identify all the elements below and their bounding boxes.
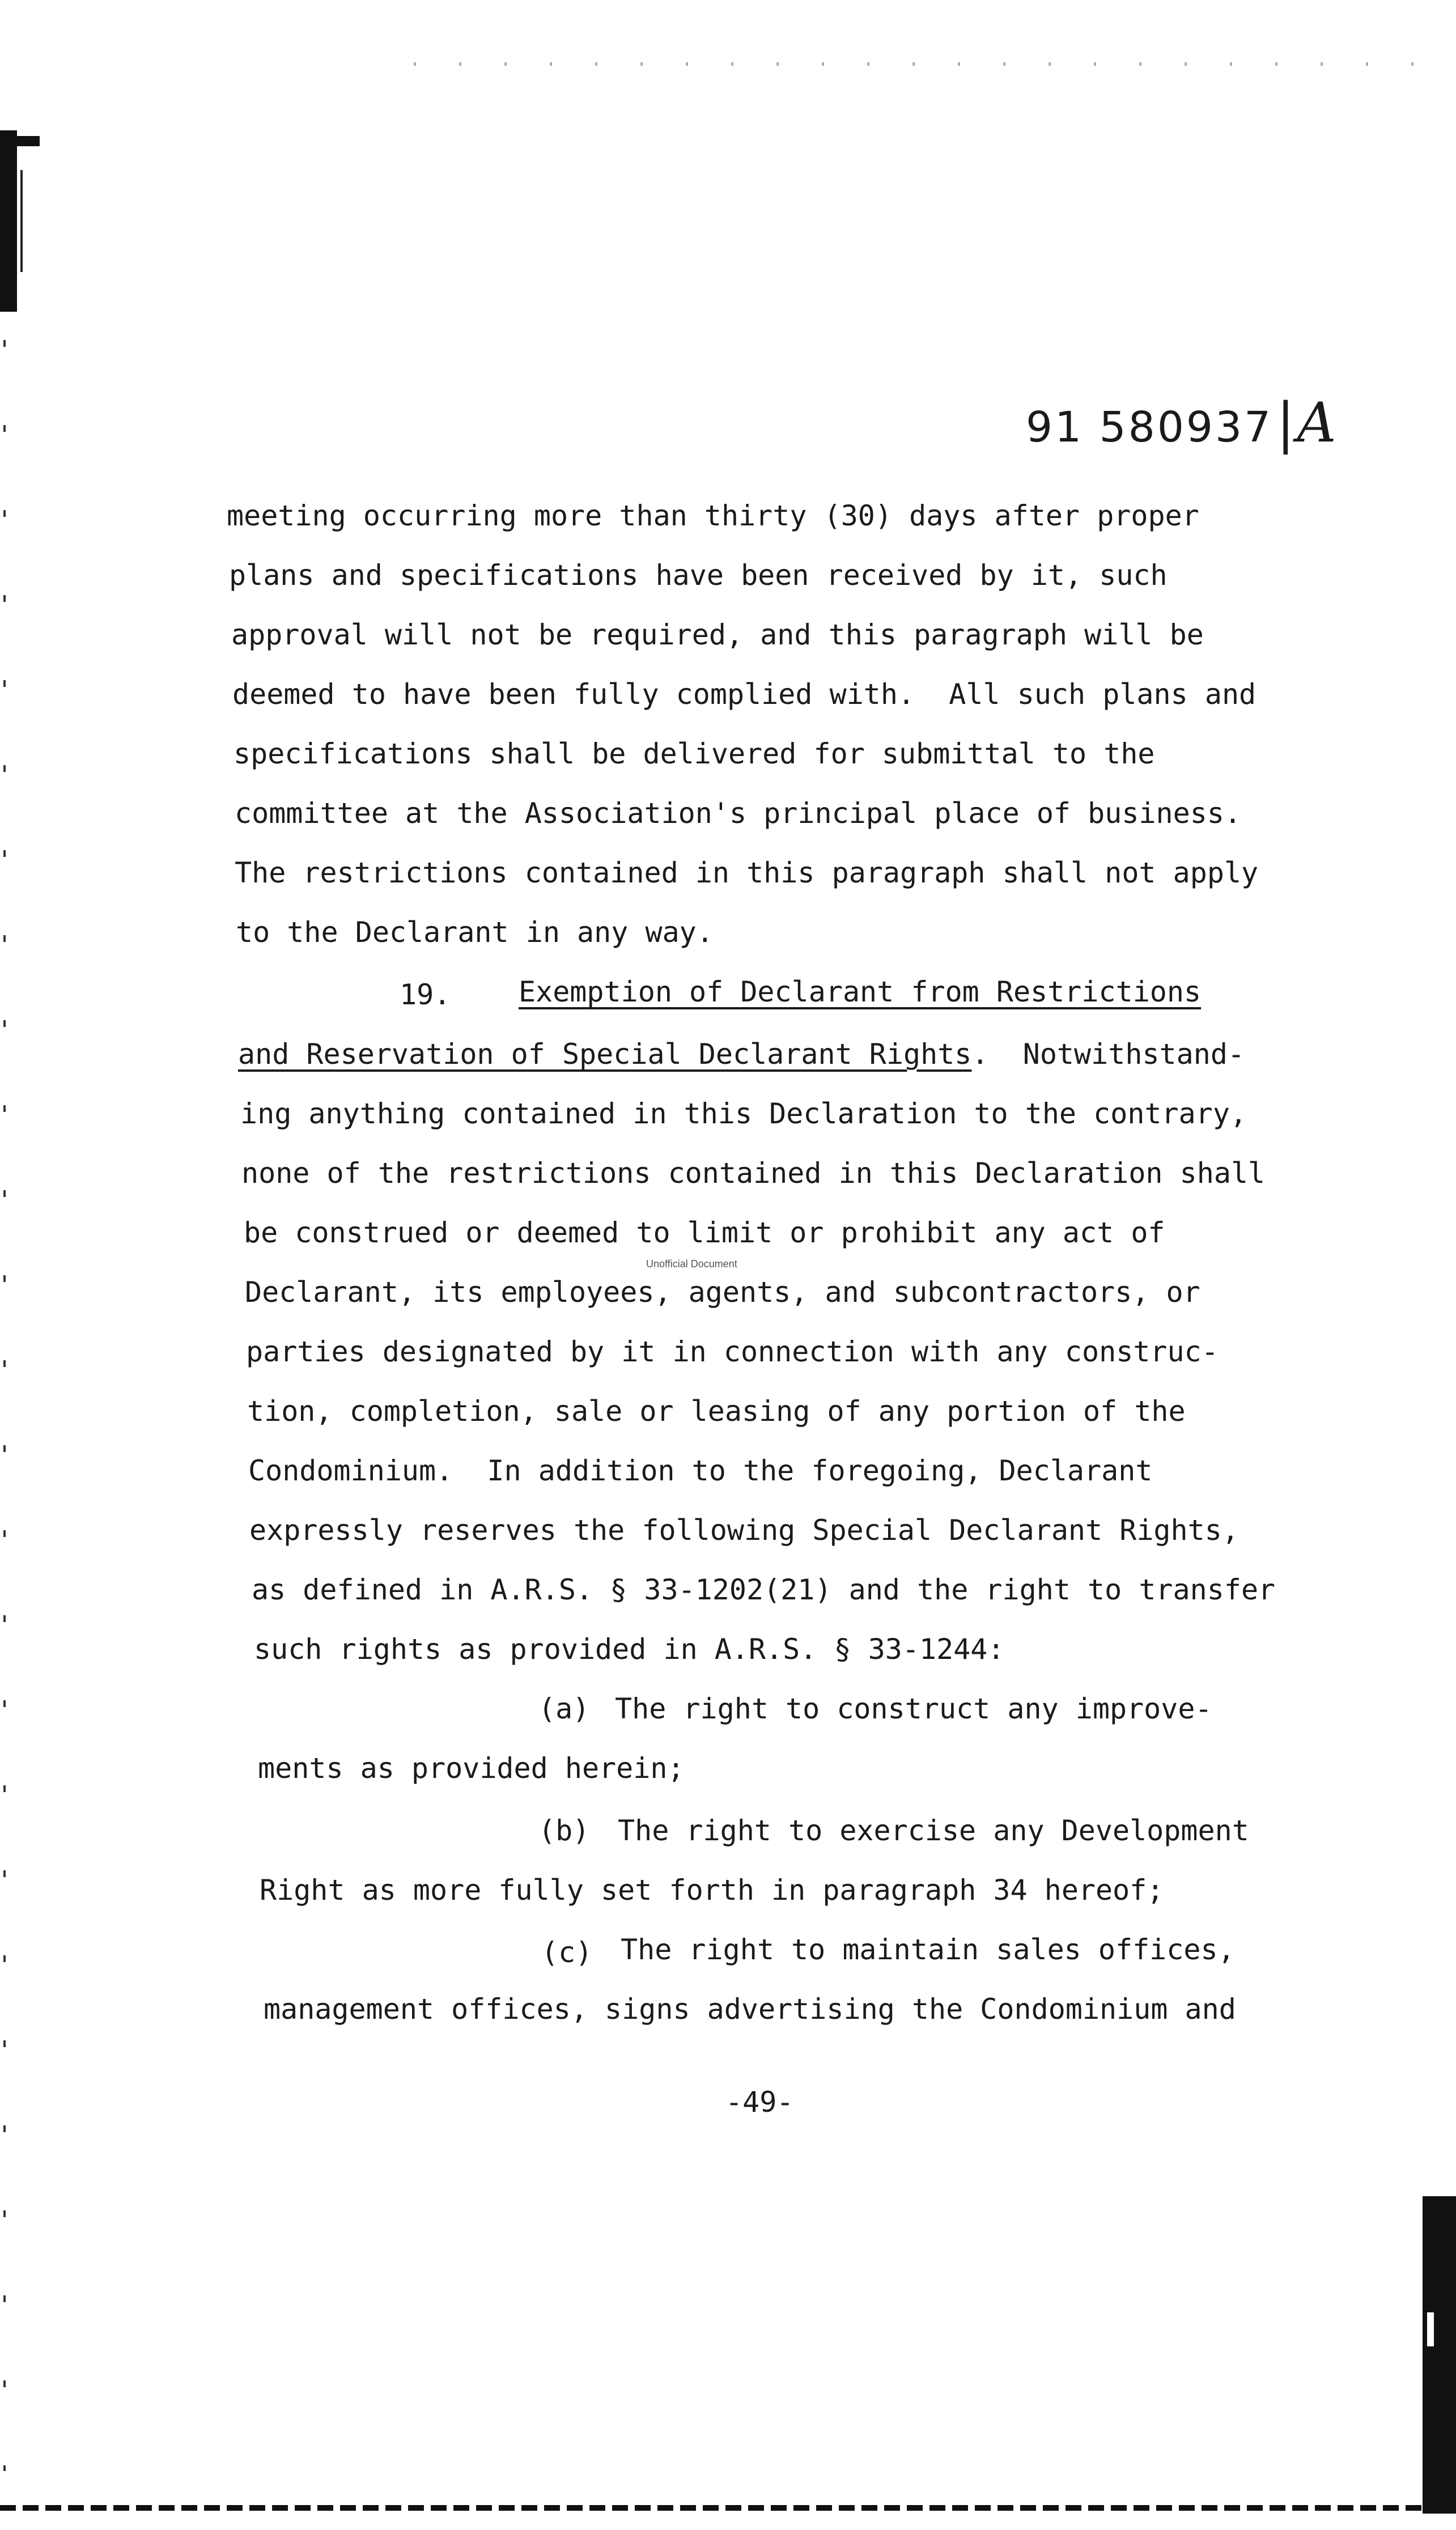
recording-number-text: 91 580937: [1026, 403, 1274, 452]
list-item-text: The right to exercise any Development: [618, 1814, 1249, 1847]
scan-margin-noise: [3, 317, 6, 2471]
section-body-start: . Notwithstand-: [971, 1038, 1245, 1071]
page-number: -49-: [725, 2086, 794, 2119]
scan-bottom-edge: [0, 2505, 1456, 2511]
list-item-text: The right to maintain sales offices,: [621, 1933, 1235, 1966]
text-line: be construed or deemed to limit or prohibit any act of: [244, 1216, 1165, 1249]
text-line: as defined in A.R.S. § 33-1202(21) and the right to transfer: [252, 1573, 1276, 1606]
recording-number: [1026, 391, 1339, 455]
list-item-label: (a): [538, 1692, 590, 1725]
text-line: approval will not be required, and this paragraph will be: [231, 618, 1204, 651]
text-line: such rights as provided in A.R.S. § 33-1244:: [254, 1633, 1005, 1666]
list-item-text: ments as provided herein;: [258, 1752, 685, 1785]
list-item-text: The right to construct any improve-: [615, 1692, 1212, 1725]
text-line: to the Declarant in any way.: [236, 916, 714, 949]
text-line: none of the restrictions contained in this Declaration shall: [241, 1157, 1266, 1190]
text-line: Condominium. In addition to the foregoing, Declarant: [248, 1454, 1153, 1487]
list-item-label: (c): [541, 1936, 593, 1969]
text-line: parties designated by it in connection with any construc-: [246, 1335, 1219, 1368]
section-heading: Exemption of Declarant from Restrictions: [519, 975, 1202, 1008]
scan-top-noise: [397, 62, 1417, 66]
scan-edge-artifact: [1423, 2196, 1456, 2514]
text-line: Declarant, its employees, agents, and subcontractors, or: [245, 1276, 1200, 1309]
recording-number-handwritten-mark: |A: [1276, 391, 1339, 455]
watermark: Unofficial Document: [646, 1258, 737, 1270]
text-line: The restrictions contained in this paragraph shall not apply: [235, 856, 1259, 889]
section-heading-continued: and Reservation of Special Declarant Rights: [238, 1038, 972, 1071]
text-line: deemed to have been fully complied with. All such plans and: [232, 678, 1257, 711]
list-item-text: Right as more fully set forth in paragraph 34 hereof;: [260, 1874, 1164, 1907]
section-number: 19.: [400, 978, 451, 1011]
text-line: expressly reserves the following Special Declarant Rights,: [249, 1514, 1239, 1547]
text-line: committee at the Association's principal place of business.: [235, 797, 1242, 830]
scan-edge-artifact: [1427, 2312, 1434, 2346]
list-item-text: management offices, signs advertising the Condominium and: [264, 1993, 1236, 2026]
text-line: tion, completion, sale or leasing of any portion of the: [247, 1395, 1186, 1428]
text-line: specifications shall be delivered for submittal to the: [234, 737, 1155, 770]
list-item-label: (b): [538, 1814, 590, 1847]
text-line: ing anything contained in this Declaration to the contrary,: [240, 1097, 1247, 1130]
text-line: meeting occurring more than thirty (30) days after proper: [227, 499, 1199, 532]
scan-edge-artifact: [0, 136, 40, 146]
scan-edge-artifact: [20, 170, 23, 272]
scan-edge-artifact: [0, 130, 17, 312]
section-heading-line: [238, 1037, 1245, 1071]
text-line: plans and specifications have been received by it, such: [229, 559, 1168, 592]
